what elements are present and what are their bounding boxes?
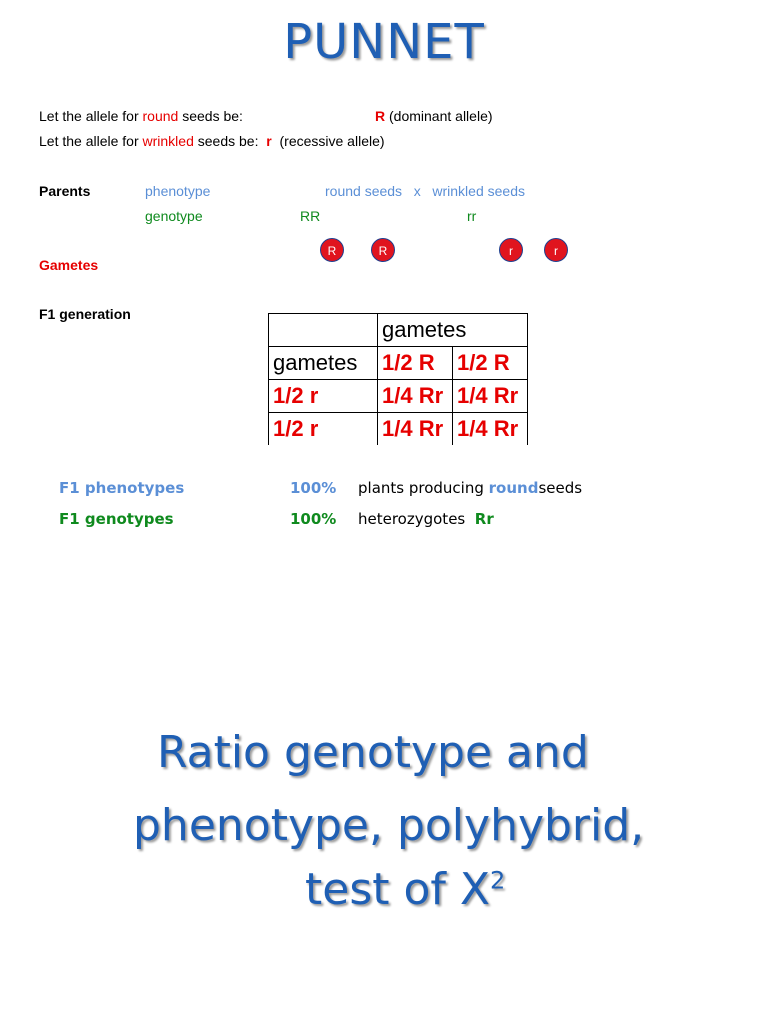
genotype-RR: RR: [300, 208, 321, 224]
gamete-circle: R: [371, 238, 395, 262]
cell-genotype: 1/4 Rr: [378, 380, 453, 413]
parents-label: Parents: [39, 183, 91, 199]
text: Let the allele for: [39, 108, 139, 124]
text: heterozygotes: [358, 510, 466, 528]
table-header-gametes: gametes: [378, 314, 528, 347]
f1-phenotypes-pct: 100%: [290, 479, 337, 497]
symbol-Rr: Rr: [474, 510, 494, 528]
cell-genotype: 1/4 Rr: [453, 413, 528, 446]
f1-genotypes-label: F1 genotypes: [59, 510, 174, 528]
col-gamete: 1/2 R: [453, 347, 528, 380]
text: seeds: [538, 479, 583, 497]
gamete-circle: r: [499, 238, 523, 262]
text: seeds be:: [182, 108, 243, 124]
f1-phenotypes-text: [358, 479, 582, 497]
allele-round-symbol: [375, 108, 493, 124]
superscript: 2: [490, 866, 506, 895]
cell-genotype: 1/4 Rr: [453, 380, 528, 413]
gamete-circle: r: [544, 238, 568, 262]
f1-genotypes-pct: 100%: [290, 510, 337, 528]
empty-cell: [269, 314, 378, 347]
row-header-gametes: gametes: [269, 347, 378, 380]
keyword-round: round: [142, 108, 179, 124]
note: (recessive allele): [279, 133, 385, 149]
page-title: PUNNET: [283, 14, 485, 70]
gamete-circle: R: [320, 238, 344, 262]
keyword-round: round: [488, 479, 539, 497]
keyword-wrinkled: wrinkled: [142, 133, 194, 149]
phenotype-value: round seeds x wrinkled seeds: [325, 183, 525, 199]
text: seeds be:: [197, 133, 259, 149]
footer-line-1: Ratio genotype and: [157, 727, 589, 778]
genotype-rr: rr: [467, 208, 477, 224]
punnet-square: [268, 313, 528, 445]
row-gamete: 1/2 r: [269, 380, 378, 413]
col-gamete: 1/2 R: [378, 347, 453, 380]
gametes-label: Gametes: [39, 257, 99, 273]
footer-line-3: [305, 864, 505, 915]
footer-line-2: phenotype, polyhybrid,: [133, 800, 645, 851]
f1-generation-label: F1 generation: [39, 306, 131, 322]
genotype-label: genotype: [145, 208, 203, 224]
text: plants producing: [358, 479, 484, 497]
cell-genotype: 1/4 Rr: [378, 413, 453, 446]
symbol-R: R: [375, 108, 386, 124]
note: (dominant allele): [389, 108, 493, 124]
allele-line-wrinkled: [39, 133, 385, 149]
f1-genotypes-text: [358, 510, 494, 528]
allele-line-round: [39, 108, 243, 124]
text: Let the allele for: [39, 133, 139, 149]
phenotype-label: phenotype: [145, 183, 211, 199]
row-gamete: 1/2 r: [269, 413, 378, 446]
text: test of X: [305, 864, 491, 915]
symbol-r: r: [266, 133, 272, 149]
f1-phenotypes-label: F1 phenotypes: [59, 479, 185, 497]
